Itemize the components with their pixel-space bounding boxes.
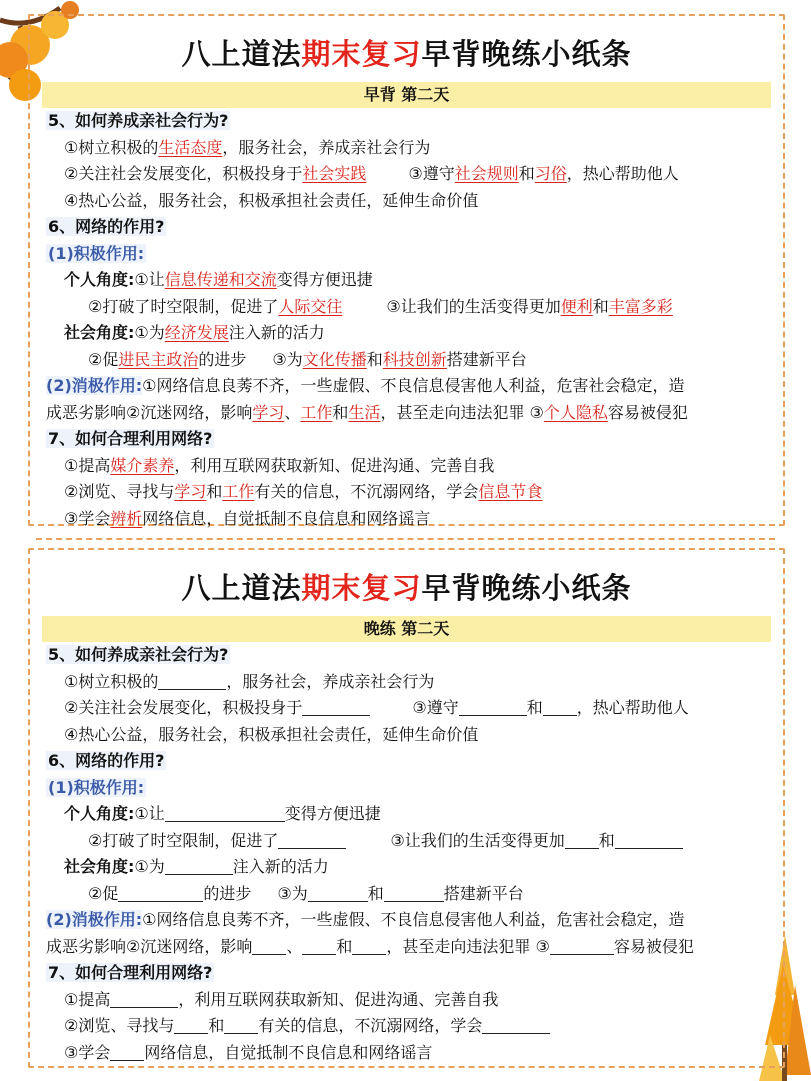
- positive-effects-heading: (1)积极作用:: [48, 777, 145, 797]
- negative-effects-2: 成恶劣影响②沉迷网络，影响 、 和 ，甚至走向违法犯罪 ③ 容易被侵犯: [46, 936, 694, 956]
- answer-7-2: ②浏览、寻找与学习和工作有关的信息，不沉溺网络，学会信息节食: [64, 482, 543, 501]
- fill-blank[interactable]: [174, 1017, 208, 1034]
- fill-blank[interactable]: [224, 1017, 258, 1034]
- fill-blank[interactable]: [352, 938, 386, 955]
- question-6: 6、网络的作用?: [48, 751, 165, 770]
- fill-blank[interactable]: [550, 938, 614, 955]
- fill-blank[interactable]: [459, 699, 527, 716]
- fill-blank[interactable]: [110, 991, 178, 1008]
- fill-blank[interactable]: [482, 1017, 550, 1034]
- fill-blank[interactable]: [118, 885, 203, 902]
- answer-5-3: ④热心公益，服务社会，积极承担社会责任，延伸生命价值: [64, 724, 479, 744]
- title-highlight: 期末复习: [301, 571, 422, 605]
- fill-blank[interactable]: [252, 938, 286, 955]
- fill-blank[interactable]: [308, 885, 368, 902]
- fill-blank[interactable]: [278, 832, 346, 849]
- fill-blank[interactable]: [565, 832, 599, 849]
- blank-7-2: ②浏览、寻找与 和 有关的信息，不沉溺网络，学会: [46, 1013, 783, 1040]
- blank-7-1: ①提高 ，利用互联网获取新知、促进沟通、完善自我: [64, 989, 499, 1009]
- answer-7-3: ③学会辨析网络信息，自觉抵制不良信息和网络谣言: [64, 508, 431, 528]
- fill-blank[interactable]: [165, 858, 233, 875]
- fill-blank[interactable]: [384, 885, 444, 902]
- card-title: 八上道法期末复习早背晚练小纸条: [181, 571, 632, 605]
- negative-effects-2: 成恶劣影响②沉迷网络，影响学习、工作和生活，甚至走向违法犯罪 ③个人隐私容易被侵犯: [46, 402, 688, 422]
- fill-blank[interactable]: [110, 1044, 144, 1061]
- evening-content: [30, 642, 783, 1066]
- question-5: 5、如何养成亲社会行为?: [48, 645, 229, 664]
- blank-5-2: ②关注社会发展变化，积极投身于 ③遵守 和 ，热心帮助他人: [64, 698, 689, 717]
- personal-angle-1: 个人角度:①让 变得方便迅捷: [64, 804, 381, 823]
- section-band: 早背 第二天: [42, 82, 771, 108]
- question-6: 6、网络的作用?: [48, 217, 165, 236]
- fill-blank[interactable]: [165, 805, 285, 822]
- evening-practice-card: [28, 548, 785, 1068]
- card-title: 八上道法期末复习早背晚练小纸条: [181, 37, 632, 71]
- section-band: 晚练 第二天: [42, 616, 771, 642]
- section-divider: [36, 538, 775, 540]
- social-angle-1: 社会角度:①为 注入新的活力: [64, 857, 329, 876]
- blank-5-1: ①树立积极的 ，服务社会，养成亲社会行为: [64, 671, 435, 691]
- social-angle-2: ②促进民主政治的进步 ③为文化传播和科技创新搭建新平台: [88, 349, 527, 369]
- answer-5-3: ④热心公益，服务社会，积极承担社会责任，延伸生命价值: [64, 190, 479, 210]
- fill-blank[interactable]: [543, 699, 577, 716]
- blank-7-3: ③学会 网络信息，自觉抵制不良信息和网络谣言: [64, 1042, 433, 1062]
- fill-blank[interactable]: [302, 938, 336, 955]
- negative-effects-1: (2)消极作用:①网络信息良莠不齐，一些虚假、不良信息侵害他人利益，危害社会稳定，造: [46, 910, 685, 929]
- question-5: 5、如何养成亲社会行为?: [48, 111, 229, 130]
- answer-7-1: ①提高媒介素养，利用互联网获取新知、促进沟通、完善自我: [64, 455, 495, 475]
- personal-angle-2: ②打破了时空限制，促进了人际交往 ③让我们的生活变得更加便利和丰富多彩: [88, 296, 673, 316]
- morning-content: [30, 108, 783, 532]
- morning-review-card: [28, 14, 785, 526]
- fill-blank[interactable]: [615, 832, 683, 849]
- positive-effects-heading: (1)积极作用:: [48, 243, 145, 263]
- question-7: 7、如何合理利用网络?: [48, 963, 213, 982]
- fill-blank[interactable]: [158, 673, 226, 690]
- personal-angle-1: 个人角度:①让信息传递和交流变得方便迅捷: [64, 270, 373, 289]
- answer-5-2: ②关注社会发展变化，积极投身于社会实践 ③遵守社会规则和习俗，热心帮助他人: [64, 164, 679, 183]
- answer-5-1: ①树立积极的生活态度，服务社会，养成亲社会行为: [64, 137, 431, 157]
- social-angle-1: 社会角度:①为经济发展注入新的活力: [64, 323, 325, 342]
- question-7: 7、如何合理利用网络?: [48, 429, 213, 448]
- personal-angle-2: ②打破了时空限制，促进了 ③让我们的生活变得更加 和: [46, 828, 783, 855]
- title-highlight: 期末复习: [301, 37, 422, 71]
- negative-effects-1: (2)消极作用:①网络信息良莠不齐，一些虚假、不良信息侵害他人利益，危害社会稳定，造: [46, 376, 685, 395]
- social-angle-2: ②促 的进步 ③为 和 搭建新平台: [88, 883, 524, 903]
- fill-blank[interactable]: [302, 699, 370, 716]
